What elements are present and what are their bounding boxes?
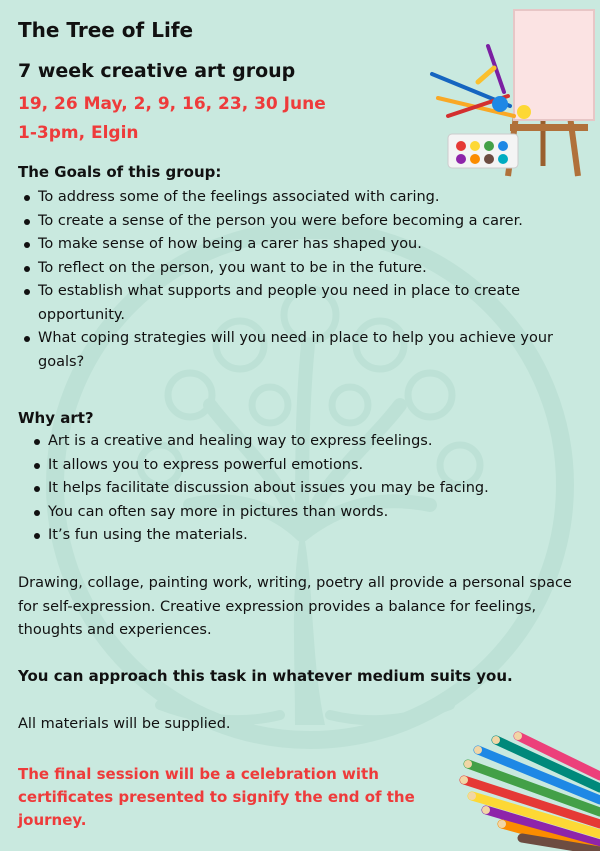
list-item: To reflect on the person, you want to be in the future.	[18, 257, 578, 281]
list-item: You can often say more in pictures than words.	[28, 501, 568, 525]
why-art-list	[28, 430, 568, 548]
why-art-heading: Why art?	[18, 409, 94, 427]
list-item: To make sense of how being a carer has shaped you.	[18, 233, 578, 257]
materials-note: All materials will be supplied.	[18, 716, 231, 732]
list-item: It’s fun using the materials.	[28, 524, 568, 548]
colored-pencils-icon	[458, 730, 600, 851]
list-item: It allows you to express powerful emotions.	[28, 454, 568, 478]
description-paragraph: Drawing, collage, painting work, writing, poetry all provide a personal space for self-expression. Creative expression provides a balance for feelings, thoughts and experiences.	[18, 575, 572, 638]
session-dates: 19, 26 May, 2, 9, 16, 23, 30 June	[18, 94, 326, 114]
list-item: It helps facilitate discussion about issues you may be facing.	[28, 477, 568, 501]
list-item: To address some of the feelings associated with caring.	[18, 186, 578, 210]
page-subtitle: 7 week creative art group	[18, 60, 296, 82]
list-item: Art is a creative and healing way to express feelings.	[28, 430, 568, 454]
art-easel-icon	[428, 6, 600, 182]
list-item: To establish what supports and people you need in place to create opportunity.	[18, 280, 578, 327]
page-title: The Tree of Life	[18, 18, 194, 42]
list-item: What coping strategies will you need in place to help you achieve your goals?	[18, 327, 578, 374]
goals-list	[18, 186, 578, 374]
list-item: To create a sense of the person you were before becoming a carer.	[18, 210, 578, 234]
goals-heading: The Goals of this group:	[18, 163, 222, 181]
session-time-place: 1-3pm, Elgin	[18, 123, 139, 143]
medium-statement: You can approach this task in whatever medium suits you.	[18, 667, 513, 685]
final-session-note: The final session will be a celebration with certificates presented to signify the end of the journey.	[18, 765, 415, 829]
